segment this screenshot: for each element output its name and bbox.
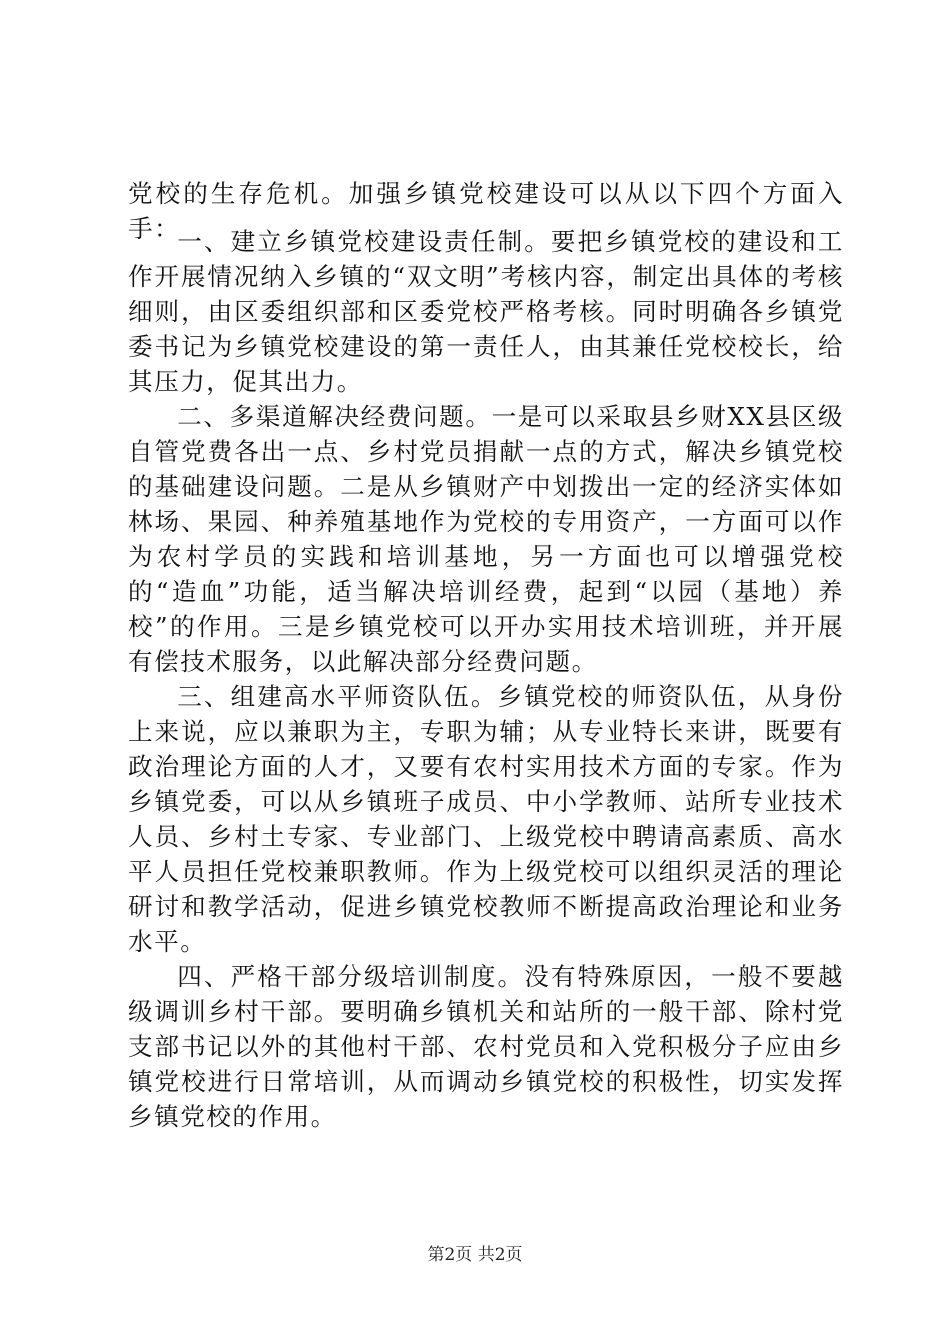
body-paragraphs bbox=[128, 224, 844, 1134]
page-number-label: 第2页 共2页 bbox=[427, 1245, 523, 1265]
paragraph-3: 三、组建高水平师资队伍。乡镇党校的师资队伍，从身份上来说，应以兼职为主，专职为辅；从专业特长来讲，既要有政治理论方面的人才，又要有农村实用技术方面的专家。作为乡镇党委，可以从乡镇班子成员、中小学教师、站所专业技术人员、乡村土专家、专业部门、上级党校中聘请高素质、高水平人员担任党校兼职教师。作为上级党校可以组织灵活的理论研讨和教学活动，促进乡镇党校教师不断提高政治理论和业务水平。 bbox=[128, 682, 844, 956]
page-footer bbox=[0, 1244, 950, 1266]
paragraph-4: 四、严格干部分级培训制度。没有特殊原因，一般不要越级调训乡村干部。要明确乡镇机关和站所的一般干部、除村党支部书记以外的其他村干部、农村党员和入党积极分子应由乡镇党校进行日常培训，从而调动乡镇党校的积极性，切实发挥乡镇党校的作用。 bbox=[128, 962, 844, 1131]
opening-text: 党校的生存危机。加强乡镇党校建设可以从以下四个方面入手： bbox=[128, 179, 844, 243]
paragraph-1: 一、建立乡镇党校建设责任制。要把乡镇党校的建设和工作开展情况纳入乡镇的“双文明”考核内容，制定出具体的考核细则，由区委组织部和区委党校严格考核。同时明确各乡镇党委书记为乡镇党校建设的第一责任人，由其兼任党校校长，给其压力，促其出力。 bbox=[128, 227, 844, 396]
paragraph-2: 二、多渠道解决经费问题。一是可以采取县乡财XX县区级自管党费各出一点、乡村党员捐献一点的方式，解决乡镇党校的基础建设问题。二是从乡镇财产中划拨出一定的经济实体如林场、果园、种养殖基地作为党校的专用资产，一方面可以作为农村学员的实践和培训基地，另一方面也可以增强党校的“造血”功能，适当解决培训经费，起到“以园（基地）养校”的作用。三是乡镇党校可以开办实用技术培训班，并开展有偿技术服务，以此解决部分经费问题。 bbox=[128, 402, 844, 676]
